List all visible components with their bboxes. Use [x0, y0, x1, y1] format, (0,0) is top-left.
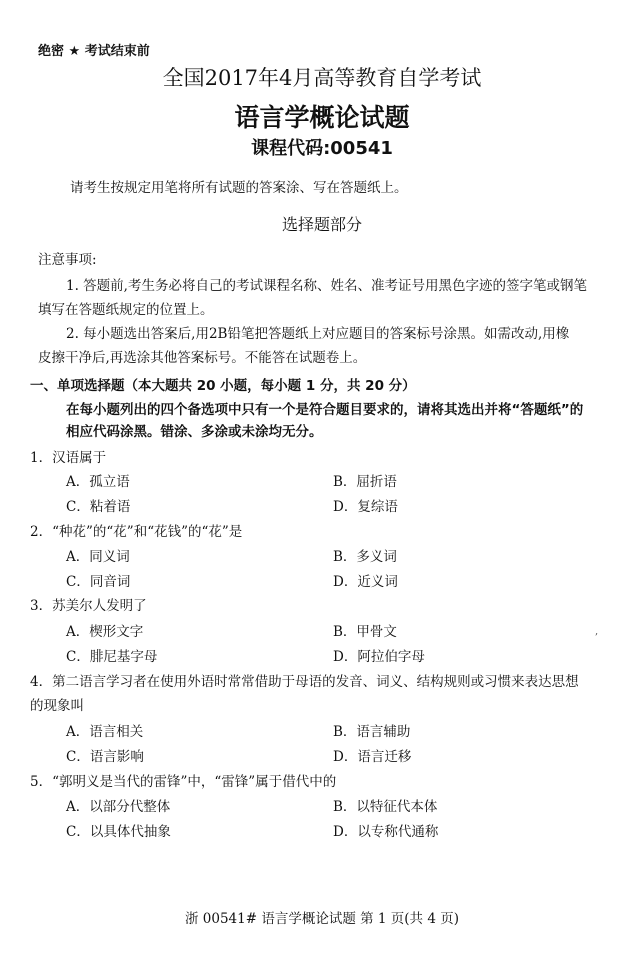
- section-desc-line-1: 在每小题列出的四个备选项中只有一个是符合题目要求的，请将其选出并将“答题纸”的: [66, 402, 584, 418]
- note-1-line-1: 1. 答题前,考生务必将自己的考试课程名称、姓名、准考证号用黑色字迹的签字笔或钢笔: [66, 278, 587, 294]
- note-1-line-2: 填写在答题纸规定的位置上。: [38, 302, 214, 318]
- option-d: D．近义词: [333, 574, 398, 590]
- exam-title: 全国2017年4月高等教育自学考试: [162, 66, 482, 90]
- page-footer: 浙 00541# 语言学概论试题 第 1 页(共 4 页): [184, 911, 459, 927]
- option-a: A．楔形文字: [66, 624, 144, 640]
- option-c: C．腓尼基字母: [66, 649, 158, 665]
- option-d: D．阿拉伯字母: [333, 649, 425, 665]
- part-title: 选择题部分: [281, 215, 362, 234]
- section-desc-line-2: 相应代码涂黑。错涂、多涂或未涂均无分。: [66, 424, 323, 440]
- option-b: B．以特征代本体: [333, 799, 438, 815]
- option-a: A．同义词: [66, 549, 130, 565]
- option-c: C．语言影响: [66, 749, 144, 765]
- question-stem-line-1: 4．第二语言学习者在使用外语时常常借助于母语的发音、词义、结构规则或习惯来表达思想: [30, 674, 579, 690]
- question-stem: 3．苏美尔人发明了: [30, 598, 147, 614]
- option-d: D．复综语: [333, 499, 398, 515]
- note-2-line-2: 皮擦干净后,再选涂其他答案标号。不能答在试题卷上。: [38, 350, 367, 366]
- option-a: A．以部分代整体: [66, 799, 171, 815]
- option-c: C．以具体代抽象: [66, 824, 171, 840]
- option-b: B．语言辅助: [333, 724, 411, 740]
- confidential-label: 绝密 ★ 考试结束前: [38, 44, 150, 59]
- question-stem: 2．“种花”的“花”和“花钱”的“花”是: [30, 524, 243, 540]
- note-2-line-1: 2. 每小题选出答案后,用2B铅笔把答题纸上对应题目的答案标号涂黑。如需改动,用橡: [66, 326, 570, 342]
- stray-mark: ,: [595, 626, 599, 637]
- question-stem: 5．“郭明义是当代的雷锋”中，“雷锋”属于借代中的: [30, 774, 337, 790]
- option-d: D．以专称代通称: [333, 824, 439, 840]
- paper-title: 语言学概论试题: [234, 103, 410, 132]
- option-a: A．孤立语: [66, 474, 130, 490]
- option-b: B．多义词: [333, 549, 397, 565]
- option-d: D．语言迁移: [333, 749, 412, 765]
- option-c: C．粘着语: [66, 499, 131, 515]
- option-b: B．甲骨文: [333, 624, 397, 640]
- option-b: B．屈折语: [333, 474, 397, 490]
- question-stem-line-2: 的现象叫: [30, 698, 84, 714]
- course-code: 课程代码:00541: [251, 138, 393, 159]
- question-stem: 1．汉语属于: [30, 450, 107, 466]
- answer-instruction: 请考生按规定用笔将所有试题的答案涂、写在答题纸上。: [70, 180, 408, 196]
- option-c: C．同音词: [66, 574, 131, 590]
- option-a: A．语言相关: [66, 724, 144, 740]
- notes-heading: 注意事项:: [38, 252, 97, 268]
- section-title: 一、单项选择题（本大题共 20 小题，每小题 1 分，共 20 分）: [30, 378, 416, 394]
